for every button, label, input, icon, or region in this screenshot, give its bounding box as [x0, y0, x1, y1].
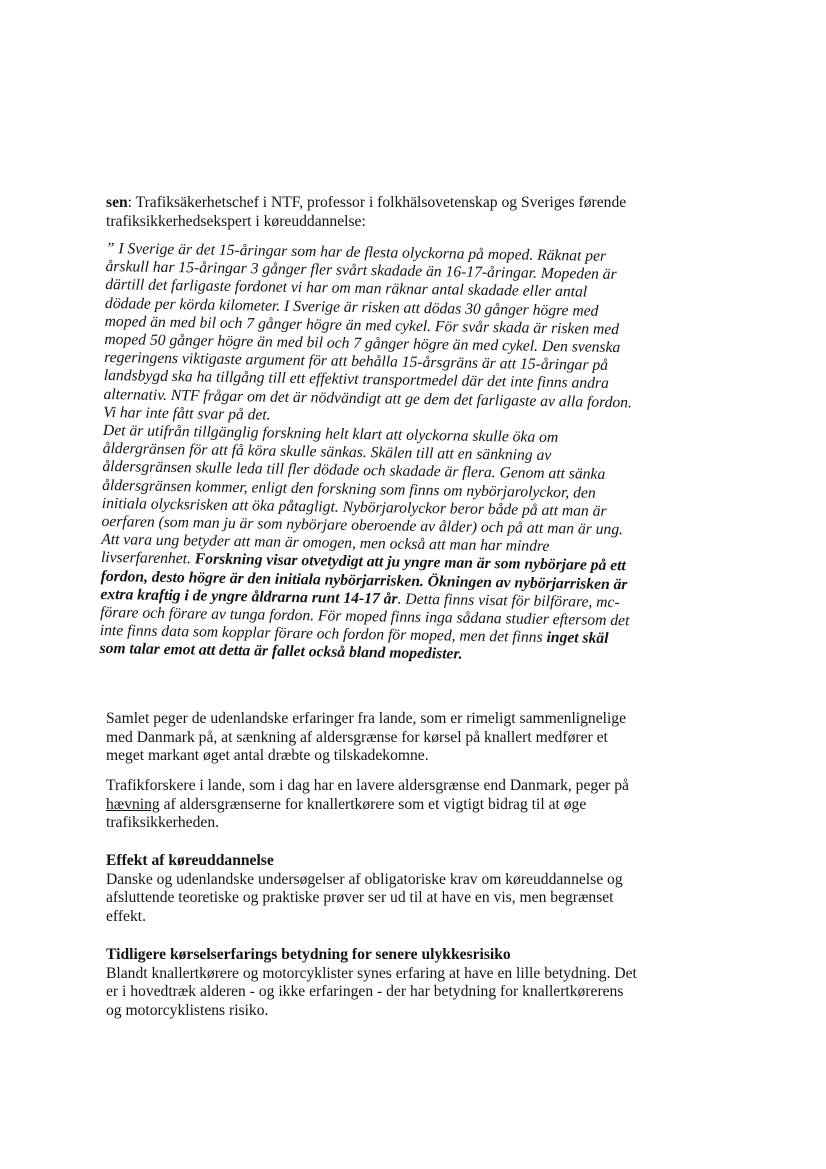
- quote-bold-2: inget skäl som talar emot att detta är fallet också bland mopedister.: [99, 629, 609, 664]
- quote-text-c: . Detta finns visat för bilförare, mc-förare och förare av tunga fordon. För moped finns inga sådana studier eftersom det inte finns data som kopplar förare och fordon för moped, men det finns: [99, 590, 630, 647]
- section-driver-education: [106, 852, 642, 926]
- quote-paragraph-1: ” I Sverige är det 15-åringar som har de flesta olyckorna på moped. Räknat per årskull har 15-åringar 3 gånger fler svårt skadade än 16-17-åringar. Mopeden är därtill det farligaste fordonet vi har om man räknar antal skadade eller antal dödade per körda kilometer. I Sverige är risken att dödas 30 gånger högre med moped än med bil och 7 gånger högre än med cykel. För svår skada är risken med moped 50 gånger högre än med bil och 7 gånger högre än med cykel. Den svenska regeringens viktigaste argument för att behålla 15-årsgräns är att 15-åringar på landsbygd ska ha tillgång till ett effektivt transportmedel där det inte finns andra alternativ. NTF frågar om det är nödvändigt att ge dem det farligaste av alla fordon. Vi har inte fått svar på det.: [103, 240, 633, 424]
- quote-paragraph-2: [99, 422, 633, 667]
- quote-bold-1: Forskning visar otvetydigt att ju yngre man är som nybörjare på ett fordon, desto högre är den initiala nybörjarrisken. Ökningen av nybörjarrisken är extra kraftig i de yngre åldrarna runt 14-17 år: [100, 550, 628, 608]
- researchers-underlined: hævning: [106, 795, 160, 813]
- swedish-quote: [99, 240, 636, 667]
- researchers-text-after: af aldersgrænserne for knallertkørere som et vigtigt bidrag til at øge trafiksikkerheden.: [106, 795, 587, 832]
- intro-paragraph: [106, 194, 642, 231]
- conclusion-paragraph: Samlet peger de udenlandske erfaringer fra lande, som er rimeligt sammenlignelige med Danmark på, at sænkning af aldersgrænse for kørsel på knallert medfører et meget markant øget antal dræbte og tilskadekomne.: [106, 710, 627, 765]
- researchers-text-before: Trafikforskere i lande, som i dag har en lavere aldersgrænse end Danmark, peger på: [106, 777, 629, 794]
- quote-text-a: Det är utifrån tillgänglig forskning helt klart att olyckorna skulle öka om åldergränsen för att få köra skulle sänkas. Skälen till att en sänkning av åldersgränsen skulle leda till fler dödade och skadade är flera. Genom att sänka åldersgränsen kommer, enligt den forskning som finns om nybörjarolyckor, den initiala olycksrisken att öka påtagligt. Nybörjarolyckor beror både på att man är oerfaren (som man ju är som nybörjare oberoende av ålder) och på att man är ung. Att vara ung betyder att man är omogen, men också att man har mindre livserfarenhet.: [100, 422, 624, 568]
- section-prior-experience-heading: Tidligere kørselserfarings betydning for senere ulykkesrisiko: [106, 946, 511, 963]
- section-prior-experience-text: Blandt knallertkørere og motorcyklister synes erfaring at have en lille betydning. Det er i hovedtræk alderen - og ikke erfaringen - der har betydning for knallertkørerens og motorcyklistens risiko.: [106, 964, 637, 1019]
- section-prior-experience: [106, 946, 642, 1020]
- intro-text: : Trafiksäkerhetschef i NTF, professor i folkhälsovetenskap og Sveriges førende trafiksikkerhedsekspert i køreuddannelse:: [106, 194, 627, 230]
- researchers-paragraph: [106, 777, 642, 833]
- intro-bold: sen: [106, 194, 128, 211]
- section-driver-education-heading: Effekt af køreuddannelse: [106, 852, 274, 869]
- section-driver-education-text: Danske og udenlandske undersøgelser af obligatoriske krav om køreuddannelse og afsluttende teoretiske og praktiske prøver ser ud til at have en vis, men begrænset effekt.: [106, 870, 623, 925]
